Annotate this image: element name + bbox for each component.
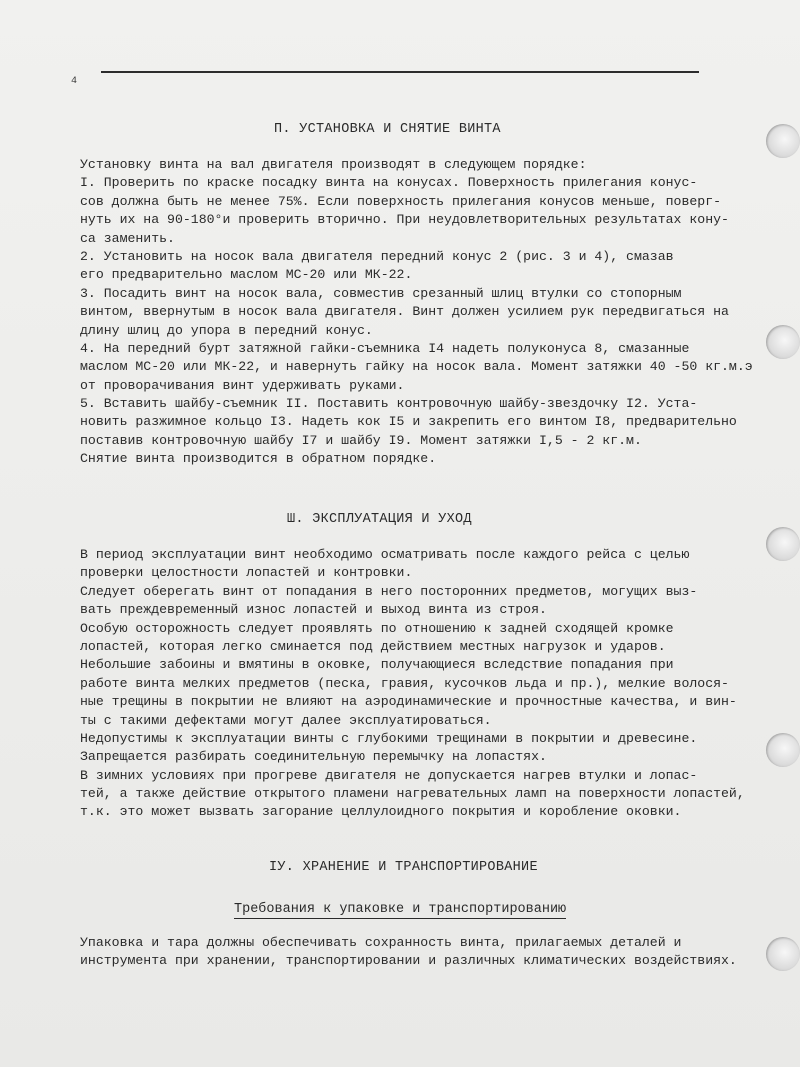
binder-hole — [766, 527, 800, 561]
text-line: тей, а также действие открытого пламени нагревательных ламп на поверхности лопастей, — [80, 786, 745, 802]
text-line: новить разжимное кольцо I3. Надеть кок I5 и закрепить его винтом I8, предварительно — [80, 414, 737, 430]
text-line: вать преждевременный износ лопастей и выход винта из строя. — [80, 602, 547, 618]
text-line: В период эксплуатации винт необходимо осматривать после каждого рейса с целью — [80, 547, 690, 562]
text-line: Особую осторожность следует проявлять по отношению к задней сходящей кромке — [80, 620, 674, 636]
header-rule — [101, 71, 699, 73]
binder-hole — [766, 733, 800, 767]
text-line: Запрещается разбирать соединительную перемычку на лопастях. — [80, 749, 547, 765]
subheading-packaging: Требования к упаковке и транспортированию — [234, 902, 567, 917]
text-line: сов должна быть не менее 75%. Если поверхность прилегания конусов меньше, поверг- — [80, 193, 722, 209]
text-line: инструмента при хранении, транспортировании и различных климатических воздействиях. — [80, 953, 737, 969]
text-line: маслом МС-20 или МК-22, и навернуть гайку на носок вала. Момент затяжки 40 -50 кг.м.э — [80, 359, 753, 375]
text-line: длину шлиц до упора в передний конус. — [80, 322, 373, 338]
section-title-operation: Ш. ЭКСПЛУАТАЦИЯ И УХОД — [287, 512, 472, 527]
text-line: 4. На передний бурт затяжной гайки-съемника I4 надеть полуконуса 8, смазанные — [80, 340, 690, 356]
text-line: т.к. это может вызвать загорание целлулоидного покрытия и коробление оковки. — [80, 804, 682, 820]
text-line: проверки целостности лопастей и контровки. — [80, 565, 413, 581]
text-line: 2. Установить на носок вала двигателя передний конус 2 (рис. 3 и 4), смазав — [80, 248, 674, 264]
binder-hole — [766, 124, 800, 158]
section-title-installation: П. УСТАНОВКА И СНЯТИЕ ВИНТА — [274, 122, 501, 137]
text-line: поставив контровочную шайбу I7 и шайбу I9. Момент затяжки I,5 - 2 кг.м. — [80, 432, 642, 448]
text-line: лопастей, которая легко сминается под действием местных нагрузок и ударов. — [80, 638, 666, 654]
text-line: нуть их на 90-180°и проверить вторично. При неудовлетворительных результатах кону- — [80, 212, 729, 228]
text-line: 3. Посадить винт на носок вала, совместив срезанный шлиц втулки со стопорным — [80, 285, 682, 301]
section-body-installation — [80, 156, 753, 469]
text-line: от проворачивания винт удерживать руками. — [80, 377, 405, 393]
text-line: ты с такими дефектами могут далее эксплуатироваться. — [80, 712, 492, 728]
binder-hole — [766, 325, 800, 359]
section-body-storage — [80, 934, 737, 971]
text-line: Небольшие забоины и вмятины в оковке, получающиеся вследствие попадания при — [80, 657, 674, 673]
text-line: Недопустимы к эксплуатации винты с глубокими трещинами в покрытии и древесине. — [80, 730, 698, 746]
text-line: ные трещины в покрытии не влияют на аэродинамические и прочностные качества, и вин- — [80, 694, 737, 710]
text-line: Следует оберегать винт от попадания в него посторонних предметов, могущих выз- — [80, 583, 698, 599]
text-line: винтом, ввернутым в носок вала двигателя. Винт должен усилием рук передвигаться на — [80, 304, 729, 320]
section-title-storage: IУ. ХРАНЕНИЕ И ТРАНСПОРТИРОВАНИЕ — [269, 860, 538, 875]
text-line: са заменить. — [80, 230, 175, 246]
page-number: 4 — [71, 76, 78, 87]
text-line: Установку винта на вал двигателя производят в следующем порядке: — [80, 157, 587, 172]
text-line: 5. Вставить шайбу-съемник II. Поставить контровочную шайбу-звездочку I2. Уста- — [80, 396, 698, 412]
text-line: его предварительно маслом МС-20 или МК-22. — [80, 267, 413, 283]
text-line: работе винта мелких предметов (песка, гравия, кусочков льда и пр.), мелкие волося- — [80, 675, 729, 691]
text-line: Упаковка и тара должны обеспечивать сохранность винта, прилагаемых деталей и — [80, 935, 682, 950]
binder-hole — [766, 937, 800, 971]
text-line: Снятие винта производится в обратном порядке. — [80, 451, 437, 467]
section-body-operation — [80, 546, 745, 822]
text-line: I. Проверить по краске посадку винта на конусах. Поверхность прилегания конус- — [80, 175, 698, 191]
text-line: В зимних условиях при прогреве двигателя не допускается нагрев втулки и лопас- — [80, 767, 698, 783]
